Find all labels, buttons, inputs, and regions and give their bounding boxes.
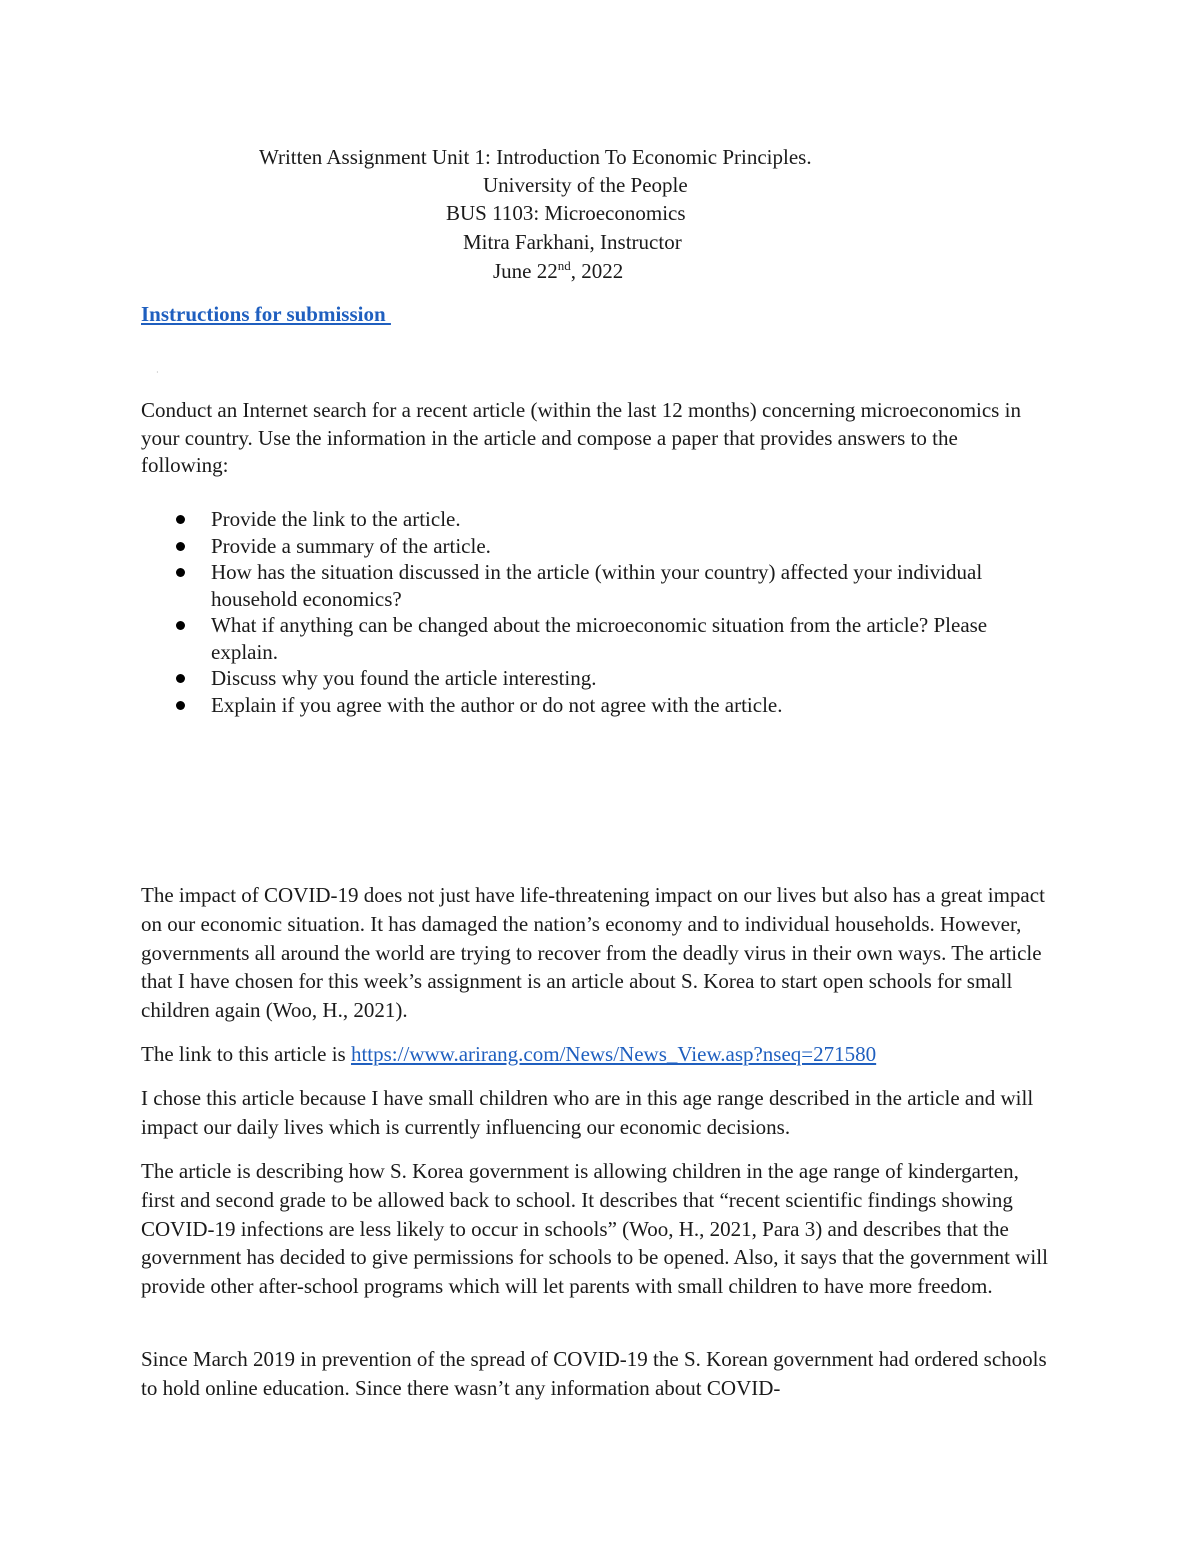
article-link-paragraph xyxy=(141,1040,1056,1069)
assignment-date xyxy=(493,258,623,284)
course-name: BUS 1103: Microeconomics xyxy=(446,201,686,225)
body-paragraph-background: Since March 2019 in prevention of the spread of COVID-19 the S. Korean government had ordered schools to hold online education. Since there wasn’t any information about COVID- xyxy=(141,1347,1047,1400)
date-prefix: June 22 xyxy=(493,259,558,283)
instructor-name: Mitra Farkhani, Instructor xyxy=(463,230,682,254)
list-item: What if anything can be changed about the microeconomic situation from the article? Please explain. xyxy=(141,612,1021,665)
stray-marker: · xyxy=(156,368,159,377)
body-paragraph-reason: I chose this article because I have small children who are in this age range described in the article and will impact our daily lives which is currently influencing our economic decisions. xyxy=(141,1086,1034,1139)
body-paragraph-intro: The impact of COVID-19 does not just have life-threatening impact on our lives but also has a great impact on our economic situation. It has damaged the nation’s economy and to individual households. However, governments all around the world are trying to recover from the deadly virus in their own ways. The article that I have chosen for this week’s assignment is an article about S. Korea to start open schools for small children again (Woo, H., 2021). xyxy=(141,883,1045,1023)
instructions-list xyxy=(141,506,1021,718)
instructions-heading[interactable]: Instructions for submission xyxy=(141,302,391,326)
article-link[interactable]: https://www.arirang.com/News/News_View.asp?nseq=271580 xyxy=(350,1042,877,1066)
university-name: University of the People xyxy=(483,173,688,197)
instructions-intro: Conduct an Internet search for a recent article (within the last 12 months) concerning microeconomics in your country. Use the information in the article and compose a paper that provides answers to the following: xyxy=(141,398,1021,477)
link-prefix: The link to this article is xyxy=(141,1042,351,1066)
list-item: Provide a summary of the article. xyxy=(141,533,1021,560)
assignment-title: Written Assignment Unit 1: Introduction To Economic Principles. xyxy=(259,145,812,169)
list-item: Discuss why you found the article interesting. xyxy=(141,665,1021,692)
date-suffix: , 2022 xyxy=(570,259,624,283)
date-superscript: nd xyxy=(557,258,571,273)
body-paragraph-summary: The article is describing how S. Korea government is allowing children in the age range of kindergarten, first and second grade to be allowed back to school. It describes that “recent scientific findings showing COVID-19 infections are less likely to occur in schools” (Woo, H., 2021, Para 3) and describes that the government has decided to give permissions for schools to be opened. Also, it says that the government will provide other after-school programs which will let parents with small children to have more freedom. xyxy=(141,1159,1048,1299)
list-item: Provide the link to the article. xyxy=(141,506,1021,533)
list-item: How has the situation discussed in the article (within your country) affected your individual household economics? xyxy=(141,559,1021,612)
list-item: Explain if you agree with the author or do not agree with the article. xyxy=(141,692,1021,719)
